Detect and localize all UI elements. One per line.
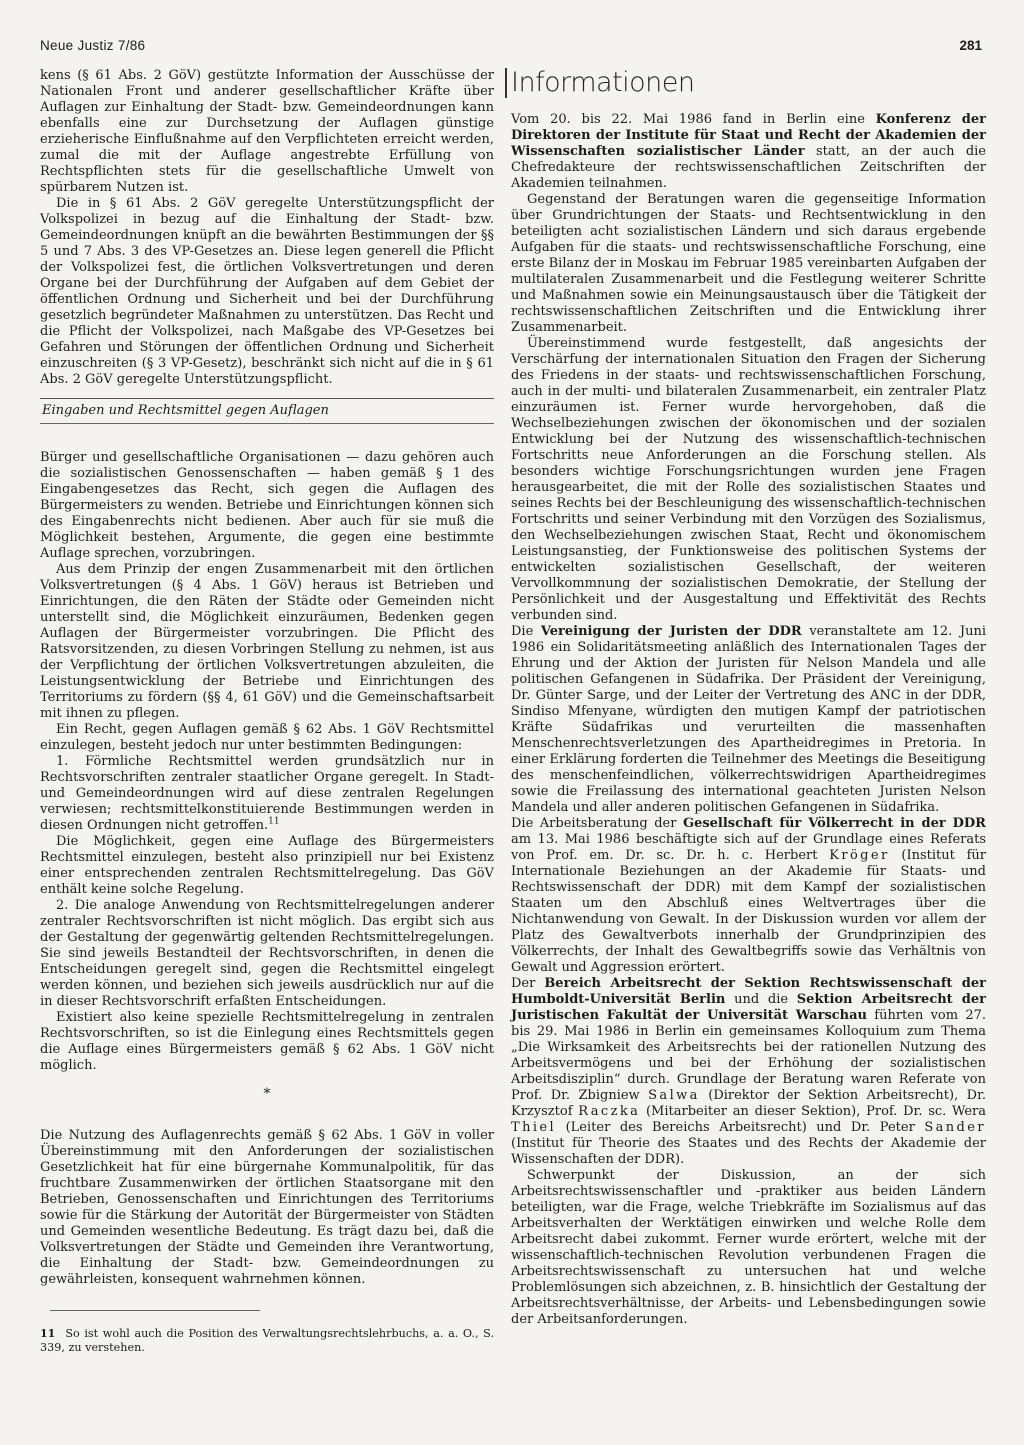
page-header — [40, 36, 984, 58]
section-rule-top — [40, 398, 494, 399]
paragraph: Schwerpunkt der Diskussion, an der sich Arbeitsrechtswissenschaftler und -praktiker aus beiden Ländern beteiligten, war die Frage, welche Triebkräfte im Sozialismus auf das Arbeitsverhalten der Werktätigen einwirken und welche Rolle dem Arbeitsrecht dabei zukommt. Ferner wurde erörtert, welche mit der wissenschaftlich-technischen Revolution verbundenen Fragen die Arbeitsrechtswissenschaft zu untersuchen hat und welche Problemlösungen sich abzeichnen, z. B. hinsichtlich der Gestaltung der Arbeitsrechtsverhältnisse, der Arbeits- und Lebensbedingungen sowie der Arbeitsanforderungen. — [511, 1168, 986, 1327]
rubric-block — [505, 68, 986, 98]
spaced-name: Kröger — [829, 848, 890, 863]
paragraph — [511, 112, 986, 192]
spaced-name: Sander — [924, 1120, 986, 1135]
text-run: Die Arbeitsberatung der — [511, 816, 683, 831]
text-run: veranstaltete am 12. Juni 1986 ein Solidaritätsmeeting anläßlich des Internationalen Tages der Ehrung und der Aktion der Juristen für Nelson Mandela und alle politischen Gefangenen in Südafrika. Der Präsident der Vereinigung, Dr. Günter Sarge, und der Leiter der Vertretung des ANC in der DDR, Sindiso Mfenyane, würdigten den mutigen Kampf der patriotischen Kräfte Südafrikas und verurteilten die massenhaften Menschenrechtsverletzungen des Apartheidregimes in Pretoria. In einer Erklärung forderten die Teilnehmer des Meetings die Beseitigung des menschenfeindlichen, völkerrechtswidrigen Apartheidregimes sowie die Freilassung des international geachteten Juristen Nelson Mandela und aller anderen politischen Gefangenen in Südafrika. — [511, 624, 986, 815]
text-run: statt, an der auch die Chefredakteure der rechtswissenschaftlichen Zeitschriften der Akademien teilnahmen. — [511, 144, 986, 191]
footnote-rule — [50, 1310, 260, 1311]
paragraph: Gegenstand der Beratungen waren die gegenseitige Information über Grundrichtungen der Staats- und Rechtsentwicklung in den beteiligten acht sozialistischen Ländern und sich daraus ergebende Aufgaben für die staats- und rechtswissenschaftliche Forschung, eine erste Bilanz der in Moskau im Februar 1985 vereinbarten Aufgaben der multilateralen Zusammenarbeit und die Festlegung weiterer Schritte und Maßnahmen sowie ein Meinungsaustausch über die Tätigkeit der rechtswissenschaftlichen Zeitschriften und die Entwicklung ihrer Zusammenarbeit. — [511, 192, 986, 335]
paragraph: Aus dem Prinzip der engen Zusammenarbeit mit den örtlichen Volksvertretungen (§ 4 Abs. 1 GöV) heraus ist Betrieben und Einrichtungen, die den Räten der Städte oder Gemeinden nicht unterstellt sind, die Möglichkeit einzuräumen, Bedenken gegen Auflagen der Bürgermeister vorzubringen. Die Pflicht des Ratsvorsitzenden, zu diesen Vorbringen Stellung zu nehmen, ist aus der Verpflichtung der örtlichen Volksvertretungen abzuleiten, die Leistungsentwicklung der Betriebe und Einrichtungen des Territoriums zu fördern (§§ 4, 61 GöV) und die Gemeinschaftsarbeit mit ihnen zu pflegen. — [40, 562, 494, 721]
section-rule-bottom — [40, 423, 494, 424]
text-run: Der — [511, 976, 545, 991]
paragraph: Die Möglichkeit, gegen eine Auflage des Bürgermeisters Rechtsmittel einzulegen, besteht also prinzipiell nur bei Existenz einer entsprechenden zentralen Rechtsmittelregelung. Das GöV enthält keine solche Regelung. — [40, 834, 494, 897]
section-heading: Eingaben und Rechtsmittel gegen Auflagen — [42, 403, 329, 418]
text-run: (Institut für Theorie des Staates und des Rechts der Akademie der Wissenschaften der DDR). — [511, 1136, 986, 1167]
spaced-name: Thiel — [511, 1120, 557, 1135]
footnote-reference: 11 — [268, 816, 280, 827]
text-run: (Institut für Internationale Beziehungen an der Akademie für Staats- und Rechtswissenschaft der DDR) mit dem Kampf der sozialistischen Staaten um den Abschluß eines Weltvertrages über die Nichtanwendung von Gewalt. In der Diskussion wurden vor allem der Platz des Gewaltverbots innerhalb der Grundprinzipien des Völkerrechts, der Inhalt des Gewaltbegriffs sowie das Verhältnis von Gewalt und Aggression erörtert. — [511, 848, 986, 975]
text-run: (Direktor der Sektion Arbeitsrecht), Dr. Krzysztof — [511, 1088, 986, 1119]
right-column — [511, 68, 986, 1328]
paragraph: Übereinstimmend wurde festgestellt, daß angesichts der Verschärfung der internationalen Situation den Fragen der Sicherung des Friedens in der staats- und rechtswissenschaftlichen Forschung, auch in der multi- und bilateralen Zusammenarbeit, ein zentraler Platz einzuräumen ist. Ferner wurde hervorgehoben, daß die Wechselbeziehungen zwischen der ökonomischen und der sozialen Entwicklung bei der Nutzung des wissenschaftlich-technischen Fortschritts neue Anforderungen an die Forschung stellen. Als besonders wichtige Forschungsrichtungen wurden jene Fragen herausgearbeitet, die mit der Rolle des sozialistischen Staates und seines Rechts bei der Beschleunigung des wissenschaftlich-technischen Fortschritts und seiner Verbindung mit den Vorzügen des Sozialismus, den Wechselbeziehungen zwischen Staat, Recht und ökonomischem Leistungsanstieg, der Funktionsweise des politischen Systems der entwickelten sozialistischen Gesellschaft, der weiteren Vervollkommnung der sozialistischen Demokratie, der Stellung der Persönlichkeit und der Ausgestaltung und Effektivität des Rechts verbunden sind. — [511, 336, 986, 623]
page-number: 281 — [959, 38, 982, 53]
list-item: 2. Die analoge Anwendung von Rechtsmittelregelungen anderer zentraler Rechtsvorschriften ist nicht möglich. Das ergibt sich aus der Gestaltung der gegenwärtig geltenden Rechtsmittelregelungen. Sie sind jeweils Bestandteil der Rechtsvorschriften, in denen die Entscheidungen geregelt sind, gegen die Rechtsmittel eingelegt werden können, und beziehen sich jeweils ausdrücklich nur auf die in dieser Rechtsvorschrift erfaßten Entscheidungen. — [40, 898, 494, 1009]
bold-run: Vereinigung der Juristen der DDR — [540, 624, 802, 639]
footnote-text: So ist wohl auch die Position des Verwaltungsrechtslehrbuchs, a. a. O., S. 339, zu verstehen. — [40, 1327, 494, 1354]
paragraph: Existiert also keine spezielle Rechtsmittelregelung in zentralen Rechtsvorschriften, so ist die Einlegung eines Rechtsmittels gegen die Auflage eines Bürgermeisters gemäß § 62 Abs. 1 GöV nicht möglich. — [40, 1010, 494, 1073]
section-separator: * — [263, 1086, 271, 1102]
paragraph: Bürger und gesellschaftliche Organisationen — dazu gehören auch die sozialistischen Genossenschaften — haben gemäß § 1 des Eingabengesetzes das Recht, sich gegen die Auflagen des Bürgermeisters zu wenden. Betriebe und Einrichtungen können sich des Eingabenrechts nicht bedienen. Aber auch für sie muß die Möglichkeit bestehen, Argumente, die gegen eine bestimmte Auflage sprechen, vorzubringen. — [40, 450, 494, 561]
list-item — [40, 754, 494, 834]
bold-run: Sektion Arbeitsrecht der Juristischen Fakultät der Universität Warschau — [511, 992, 987, 1023]
text-run: Vom 20. bis 22. Mai 1986 fand in Berlin eine — [511, 112, 876, 127]
spaced-name: Salwa — [648, 1088, 700, 1103]
spaced-name: Raczka — [578, 1104, 641, 1119]
rubric-title: Informationen — [511, 67, 695, 98]
paragraph — [511, 624, 986, 816]
text-run: (Mitarbeiter an dieser Sektion), Prof. Dr. sc. Wera — [640, 1104, 986, 1119]
bold-run: Gesellschaft für Völkerrecht in der DDR — [682, 816, 986, 831]
paragraph — [511, 816, 986, 976]
paragraph — [511, 976, 986, 1168]
footnote-number: 11 — [40, 1327, 56, 1340]
text-run: und die — [725, 992, 797, 1007]
journal-issue: Neue Justiz 7/86 — [40, 38, 146, 53]
text-run: am 13. Mai 1986 beschäftigte sich auf der Grundlage eines Referats von Prof. em. Dr. sc. Dr. h. c. Herbert — [511, 832, 986, 863]
bold-run: Bereich Arbeitsrecht der Sektion Rechtswissenschaft der Humboldt-Universität Berlin — [511, 976, 986, 1007]
footnote — [40, 1327, 494, 1355]
text-run: Die — [511, 624, 541, 639]
text-run: führten vom 27. bis 29. Mai 1986 in Berlin ein gemeinsames Kolloquium zum Thema „Die Wirksamkeit des Arbeitsrechts bei der rationellen Nutzung des Arbeitsvermögens und bei der Erhöhung der sozialistischen Arbeitsdisziplin“ durch. Grundlage der Beratung waren Referate von Prof. Dr. Zbigniew — [511, 1008, 986, 1103]
paragraph: kens (§ 61 Abs. 2 GöV) gestützte Information der Ausschüsse der Nationalen Front und anderer gesellschaftlicher Kräfte über Auflagen zur Einhaltung der Stadt- bzw. Gemeindeordnungen kann ebenfalls eine zur Durchsetzung der Auflagen günstige erzieherische Einflußnahme auf den Verpflichteten erreicht werden, zumal die mit der Auflage angestrebte Erfüllung von Rechtspflichten stets für die gesellschaftliche Umwelt von spürbarem Nutzen ist. — [40, 68, 494, 195]
left-column — [40, 68, 494, 1355]
text-run: (Leiter des Bereichs Arbeitsrecht) und Dr. Peter — [556, 1120, 925, 1135]
paragraph: Die Nutzung des Auflagenrechts gemäß § 62 Abs. 1 GöV in voller Übereinstimmung mit den Anforderungen der sozialistischen Gesetzlichkeit hat für eine bürgernahe Kommunalpolitik, für das fruchtbare Zusammenwirken der örtlichen Staatsorgane mit den Betrieben, Genossenschaften und Einrichtungen des Territoriums sowie für die Stärkung der Autorität der Bürgermeister von Städten und Gemeinden wesentliche Bedeutung. Es trägt dazu bei, daß die Volksvertretungen der Städte und Gemeinden ihre Verantwortung, die Einhaltung der Stadt- bzw. Gemeindeordnungen zu gewährleisten, konsequent wahrnehmen können. — [40, 1128, 494, 1287]
paragraph: Die in § 61 Abs. 2 GöV geregelte Unterstützungspflicht der Volkspolizei in bezug auf die Einhaltung der Stadt- bzw. Gemeindeordnungen knüpft an die bewährten Bestimmungen der §§ 5 und 7 Abs. 3 des VP-Gesetzes an. Diese legen generell die Pflicht der Volkspolizei fest, die örtlichen Volksvertretungen und deren Organe bei der Durchführung der Aufgaben auf dem Gebiet der öffentlichen Ordnung und Sicherheit und bei der Durchführung gesetzlich begründeter Maßnahmen zu unterstützen. Das Recht und die Pflicht der Volkspolizei, nach Maßgabe des VP-Gesetzes bei Gefahren und Störungen der öffentlichen Ordnung und Sicherheit einzuschreiten (§ 3 VP-Gesetz), beschränkt sich nicht auf die in § 61 Abs. 2 GöV geregelte Unterstützungspflicht. — [40, 196, 494, 387]
paragraph: Ein Recht, gegen Auflagen gemäß § 62 Abs. 1 GöV Rechtsmittel einzulegen, besteht jedoch nur unter bestimmten Bedingungen: — [40, 722, 494, 753]
bold-run: Konferenz der Direktoren der Institute für Staat und Recht der Akademien der Wissenschaften sozialistischer Länder — [511, 112, 986, 159]
list-item-text: 1. Förmliche Rechtsmittel werden grundsätzlich nur in Rechtsvorschriften zentraler staatlicher Organe geregelt. In Stadt- und Gemeindeordnungen wird auf diese zentralen Regelungen verwiesen; rechtsmittelkonstituierende Bestimmungen werden in diesen Ordnungen nicht getroffen. — [40, 754, 494, 833]
